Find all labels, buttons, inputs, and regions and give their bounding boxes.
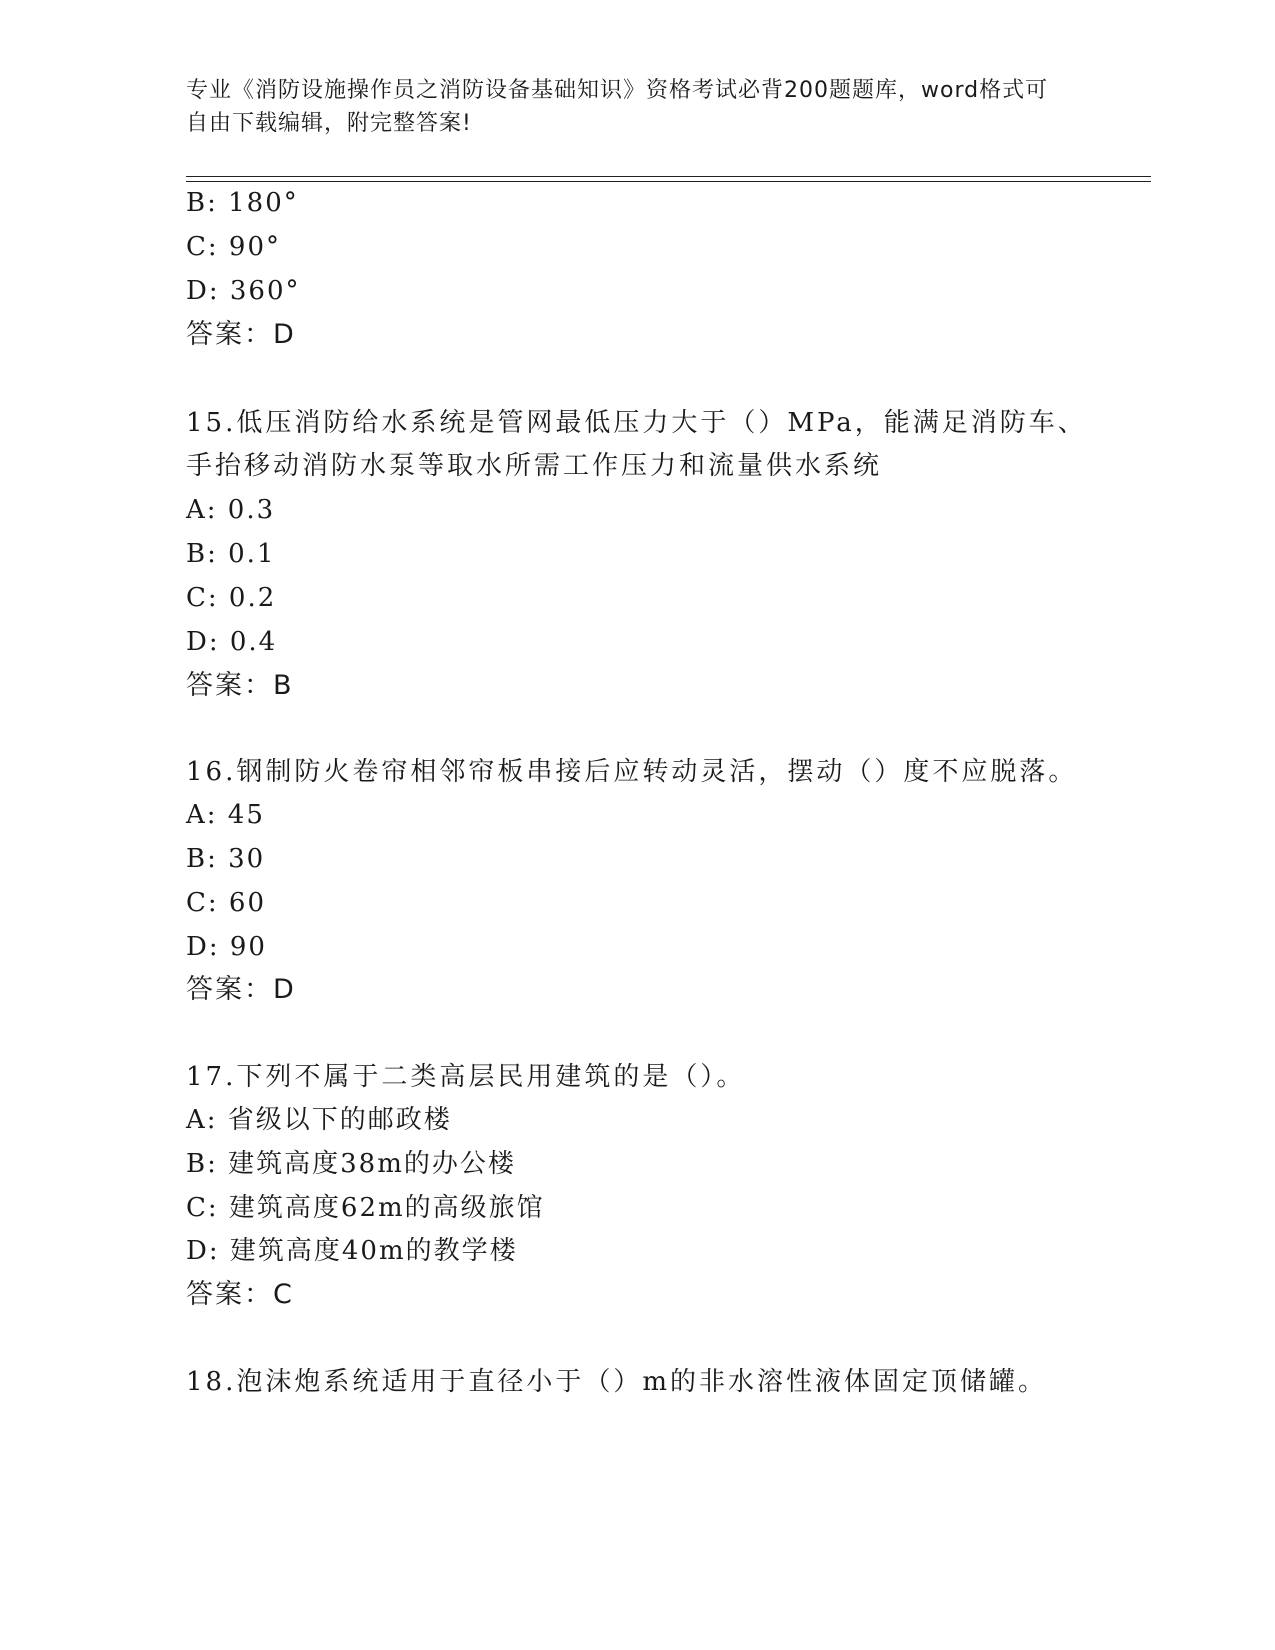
q15-option-a: A: 0.3 xyxy=(186,495,276,525)
header-divider-top xyxy=(186,176,1151,177)
q15-stem-line2: 手抬移动消防水泵等取水所需工作压力和流量供水系统 xyxy=(186,451,883,481)
q15-answer: 答案：B xyxy=(186,670,294,701)
document-header: 专业《消防设施操作员之消防设备基础知识》资格考试必背200题题库，word格式可自由下载编辑，附完整答案! xyxy=(186,78,1049,136)
q17-answer: 答案：C xyxy=(186,1279,294,1310)
q15-option-d: D: 0.4 xyxy=(186,627,278,657)
q16-option-b: B: 30 xyxy=(186,844,266,874)
q17-option-b: B: 建筑高度38m的办公楼 xyxy=(186,1149,516,1179)
q16-option-c: C: 60 xyxy=(186,888,267,918)
q14-option-b: B: 180° xyxy=(186,188,299,218)
q17-stem: 17.下列不属于二类高层民用建筑的是（）。 xyxy=(186,1062,746,1092)
q16-option-a: A: 45 xyxy=(186,800,265,830)
header-divider-bottom xyxy=(186,181,1151,182)
q16-answer: 答案：D xyxy=(186,974,296,1005)
q18-stem: 18.泡沫炮系统适用于直径小于（）m的非水溶性液体固定顶储罐。 xyxy=(186,1367,1048,1397)
q14-option-d: D: 360° xyxy=(186,276,301,306)
q14-option-c: C: 90° xyxy=(186,232,282,262)
q14-answer: 答案：D xyxy=(186,319,296,350)
q17-option-a: A: 省级以下的邮政楼 xyxy=(186,1105,452,1135)
q15-option-c: C: 0.2 xyxy=(186,583,277,613)
q17-option-d: D: 建筑高度40m的教学楼 xyxy=(186,1236,518,1266)
q15-option-b: B: 0.1 xyxy=(186,539,276,569)
q16-stem: 16.钢制防火卷帘相邻帘板串接后应转动灵活，摆动（）度不应脱落。 xyxy=(186,757,1078,787)
q16-option-d: D: 90 xyxy=(186,932,267,962)
q17-option-c: C: 建筑高度62m的高级旅馆 xyxy=(186,1193,545,1223)
q15-stem-line1: 15.低压消防给水系统是管网最低压力大于（）MPa，能满足消防车、 xyxy=(186,408,1087,438)
